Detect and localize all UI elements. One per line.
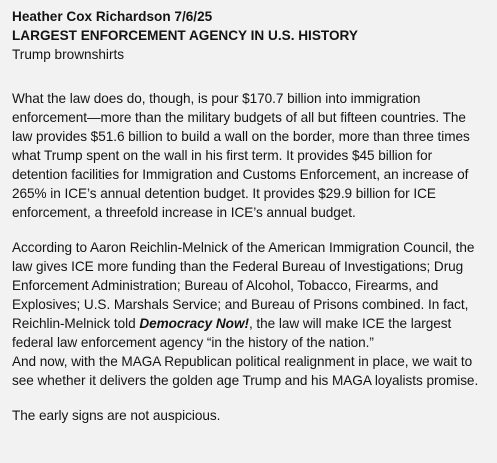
headline: LARGEST ENFORCEMENT AGENCY IN U.S. HISTORY [12, 28, 358, 43]
paragraph-2-text-after: , the law will make ICE the largest federal law enforcement agency “in the history of the nation.” [12, 316, 452, 350]
publication-name: Democracy Now! [139, 316, 249, 331]
author-date: Heather Cox Richardson 7/6/25 [12, 9, 213, 24]
paragraph-2 [12, 238, 487, 352]
subheadline: Trump brownshirts [12, 47, 125, 62]
paragraph-4: The early signs are not auspicious. [12, 408, 221, 423]
paragraph-3: And now, with the MAGA Republican political realignment in place, we wait to see whether it delivers the golden age Trump and his MAGA loyalists promise. [12, 354, 479, 388]
paragraph-1: What the law does do, though, is pour $170.7 billion into immigration enforcement—more than the military budgets of all but fifteen countries. The law provides $51.6 billion to build a wall on the border, more than three times what Trump spent on the wall in his first term. It provides $45 billion for detention facilities for Immigration and Customs Enforcement, an increase of 265% in ICE’s annual detention budget. It provides $29.9 billion for ICE enforcement, a threefold increase in ICE’s annual budget. [12, 91, 470, 220]
paragraph-2-text-before: According to Aaron Reichlin-Melnick of the American Immigration Council, the law gives ICE more funding than the Federal Bureau of Investigations; Drug Enforcement Administration; Bureau of Alcohol, Tobacco, Firearms, and Explosives; U.S. Marshals Service; and Bureau of Prisons combined. In fact, Reichlin-Melnick told [12, 240, 475, 331]
